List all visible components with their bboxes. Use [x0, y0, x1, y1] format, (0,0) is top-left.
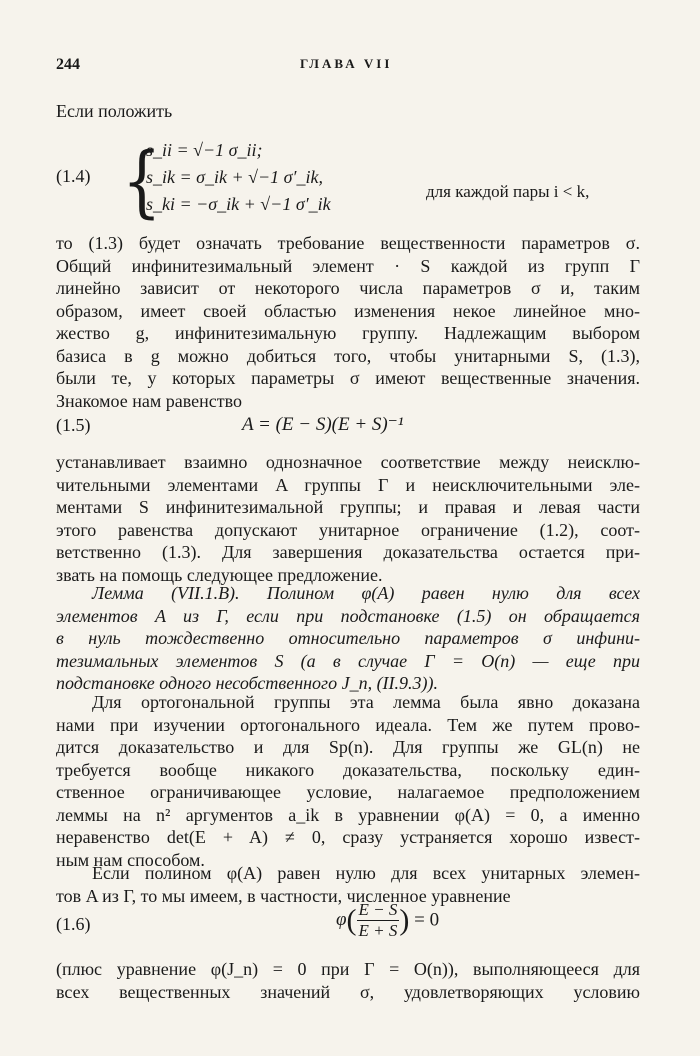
equation-number-1-5: (1.5) [56, 415, 91, 435]
paragraph-1: то (1.3) будет означать требование вещественности параметров σ. Общий инфинитезимальный элемент · S каждой из групп Γ линейно зависит от некоторого числа параметров σ и, таким образом, имеет своей областью изменения некое линейное мно- жество g, инфинитезимальную группу. Надлежащим выбором базиса в g можно добиться того, чтобы унитарными S, (1.3), были те, у которых параметры σ имеют вещественные значения. Знакомое нам равенство [56, 233, 640, 411]
paragraph-2: устанавливает взаимно однозначное соответствие между неисклю- чительными элементами A группы Γ и неисключительными эле- ментами S инфинитезимальной группы; и правая и левая части этого равенства допускают унитарное ограничение (1.2), соот- ветственно (1.3). Для завершения доказательства остается при- звать на помощь следующее предложение. [56, 452, 640, 585]
phi-symbol: φ [336, 908, 347, 930]
fraction: $\frac{E - S}{E + S}$ [358, 900, 398, 940]
paragraph-5: (плюс уравнение φ(J_n) = 0 при Γ = O(n)), выполняющееся для всех вещественных значений σ, удовлетворяющих условию [56, 959, 640, 1002]
equation-1-6: φ( $\frac{E - S}{E + S}$ ) = 0 [336, 900, 440, 940]
equation-rhs: = 0 [414, 909, 440, 931]
equation-number-1-6: (1.6) [56, 914, 91, 934]
equation-number-1-4: (1.4) [56, 166, 91, 186]
equation-row-1: s_ii = √−1 σ_ii; [146, 140, 263, 160]
paragraph-4: Если полином φ(A) равен нулю для всех унитарных элемен- тов A из Γ, то мы имеем, в частности, численное уравнение [56, 863, 640, 906]
intro-text: Если положить [56, 101, 173, 121]
brace-icon: { [122, 135, 162, 227]
equation-1-5: A = (E − S)(E + S)⁻¹ [242, 414, 404, 435]
chapter-title: ГЛАВА VII [300, 56, 393, 71]
equation-row-2: s_ik = σ_ik + √−1 σ′_ik, [146, 167, 323, 187]
lemma-text: Лемма (VII.1.B). Полином φ(A) равен нулю для всех элементов A из Γ, если при подстановке (1.5) он обращается в нуль тождественно относительно параметров σ инфини- тезимальных элементов S (а в случае Γ = O(n) — еще при подстановке одного несобственного J_n, (II.9.3)). [56, 583, 640, 693]
paragraph-3: Для ортогональной группы эта лемма была явно доказана нами при изучении ортогонального идеала. Тем же путем прово- дится доказательство и для Sp(n). Для группы же GL(n) не требуется вообще никакого доказательства, поскольку един- ственное ограничивающее условие, налагаемое предположением леммы на n² аргументов a_ik в уравнении φ(A) = 0, а именно неравенство det(E + A) ≠ 0, сразу устраняется хорошо извест- ным нам способом. [56, 692, 640, 870]
page-number: 244 [56, 56, 80, 73]
equation-condition: для каждой пары i < k, [426, 182, 590, 201]
equation-row-3: s_ki = −σ_ik + √−1 σ′_ik [146, 194, 331, 214]
page-header [56, 56, 640, 78]
